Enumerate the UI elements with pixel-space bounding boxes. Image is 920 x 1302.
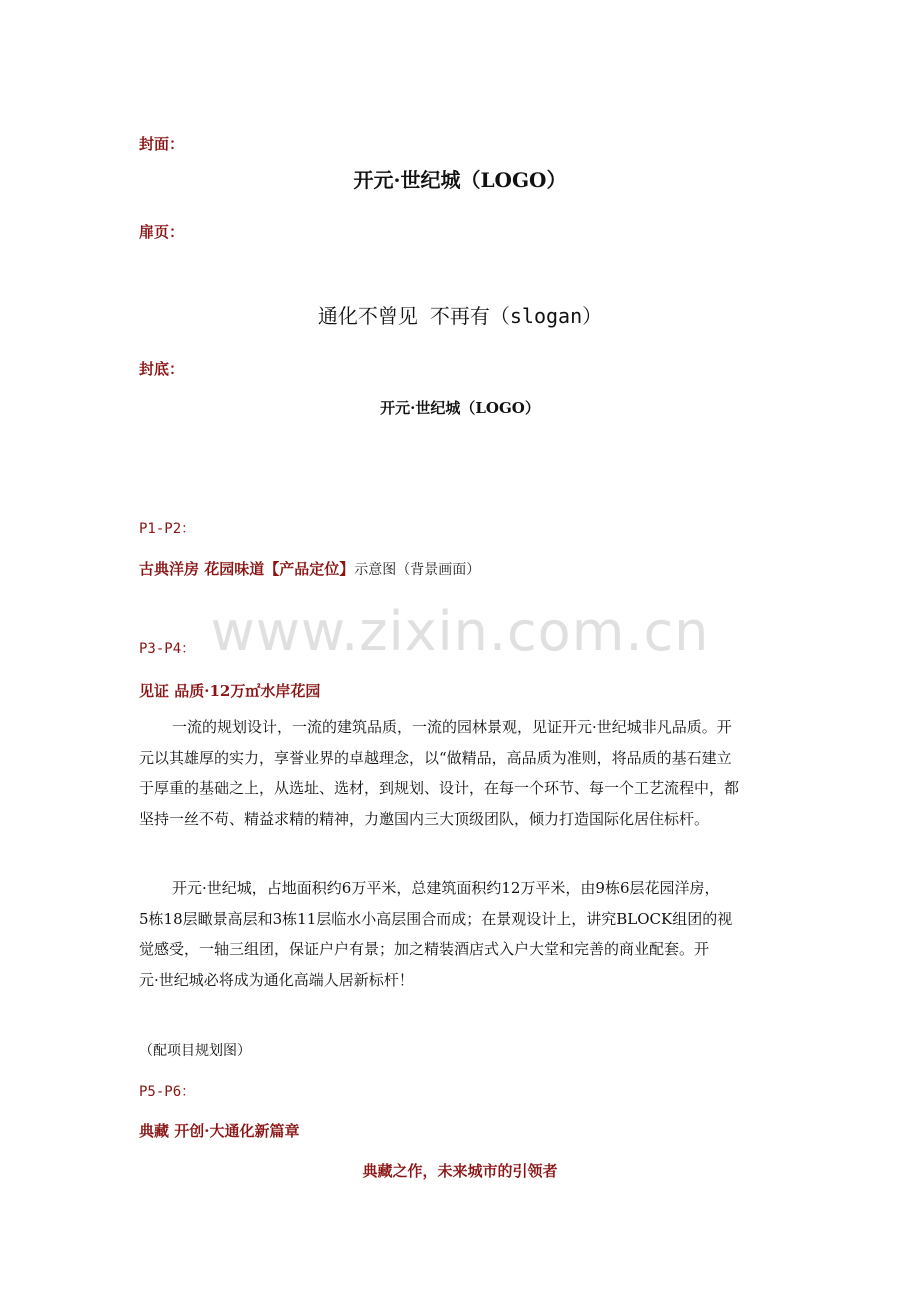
- p3-p4-label: P3-P4：: [139, 641, 196, 657]
- p3-p4-title: 见证 品质·12万㎡水岸花园: [139, 682, 321, 700]
- para1-line: 一流的规划设计，一流的建筑品质，一流的园林景观，见证开元·世纪城非凡品质。开: [172, 718, 732, 736]
- para2-line: 元·世纪城必将成为通化高端人居新标杆！: [139, 970, 414, 989]
- p1-p2-title: 古典洋房 花园味道【产品定位】: [139, 560, 355, 578]
- p1-p2-note: 示意图（背景画面）: [354, 562, 481, 578]
- p3-p4-paragraph-2: [139, 873, 782, 995]
- para1-line: 坚持一丝不苟、精益求精的精神，力邀国内三大顶级团队，倾力打造国际化居住标杆。: [139, 809, 710, 828]
- back-cover-label: 封底：: [139, 360, 185, 378]
- cover-label: 封面：: [139, 135, 185, 153]
- back-cover-logo-text: 开元·世纪城（LOGO）: [380, 399, 540, 417]
- p5-p6-title: 典藏 开创·大通化新篇章: [139, 1122, 300, 1140]
- para1-line: 元以其雄厚的实力，享誉业界的卓越理念，以“做精品，高品质为准则，将品质的基石建立: [139, 748, 732, 767]
- p5-p6-label: P5-P6：: [139, 1084, 196, 1100]
- title-page-label: 扉页：: [139, 223, 185, 241]
- p1-p2-heading: [139, 558, 480, 579]
- watermark-text: www.zixin.com.cn: [210, 600, 710, 663]
- cover-logo-text: 开元·世纪城（LOGO）: [353, 168, 567, 192]
- slogan-text: 通化不曾见 不再有（slogan）: [317, 304, 603, 328]
- para1-line: 于厚重的基础之上，从选址、选材，到规划、设计，在每一个环节、每一个工艺流程中，都: [139, 779, 740, 797]
- p5-p6-subtitle: 典藏之作，未来城市的引领者: [362, 1162, 558, 1180]
- para2-line: 开元·世纪城，占地面积约6万平米，总建筑面积约12万平米，由9栋6层花园洋房，: [172, 879, 720, 897]
- para2-line: 觉感受，一轴三组团，保证户户有景；加之精装酒店式入户大堂和完善的商业配套。开: [139, 940, 710, 958]
- para2-line: 5栋18层瞰景高层和3栋11层临水小高层围合而成；在景观设计上，讲究BLOCK组团的视: [139, 909, 733, 928]
- p3-p4-paragraph-1: [139, 712, 782, 834]
- p1-p2-label: P1-P2：: [139, 521, 196, 537]
- p3-p4-image-note: （配项目规划图）: [139, 1043, 251, 1059]
